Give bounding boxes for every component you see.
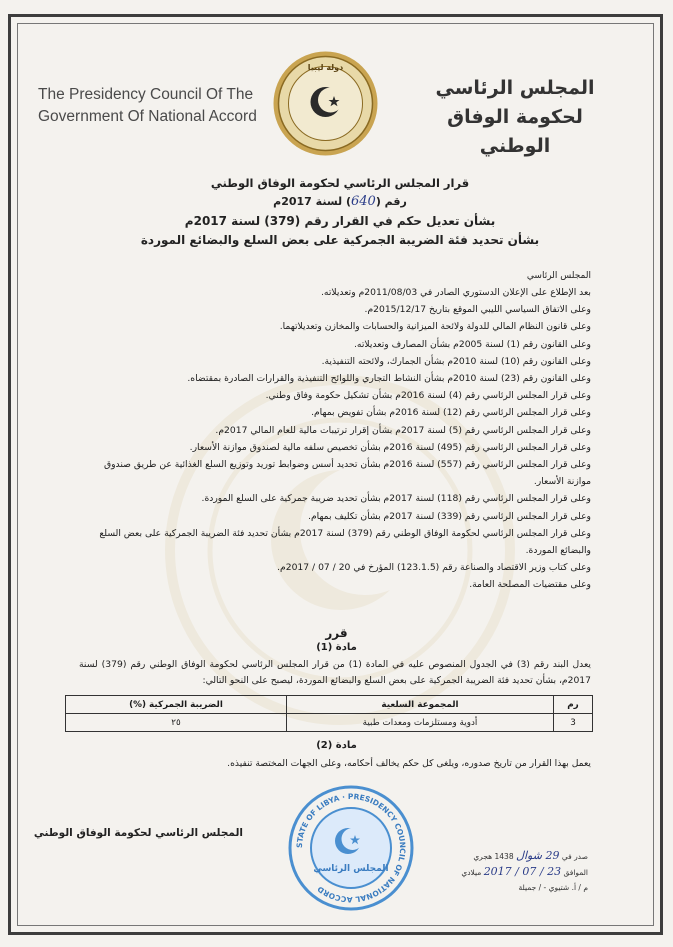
reference-date-value: 23 / 07 / 2017: [483, 865, 562, 878]
preamble-clause: بعد الإطلاع على الإعلان الدستوري الصادر في 2011/08/03م وتعديلاته.: [320, 287, 591, 298]
preamble-clause: وعلى قرار المجلس الرئاسي رقم (4) لسنة 2016م بشأن تشكيل حكومة وفاق وطني.: [265, 390, 591, 402]
preamble-clause: وعلى قرار المجلس الرئاسي رقم (339) لسنة 2017م بشأن تكليف بمهام.: [308, 510, 591, 522]
tariff-header-group: المجموعة السلعية: [287, 696, 554, 714]
article1-title: مادة (1): [316, 642, 357, 653]
stamp-inner-text: المجلس الرئاسي: [313, 864, 389, 874]
letterhead-arabic: [415, 74, 615, 161]
stamp-outer-text: STATE OF LIBYA · PRESIDENCY COUNCIL OF NATIONAL ACCORD: [294, 791, 408, 905]
preamble-clause: وعلى قرار المجلس الرئاسي رقم (12) لسنة 2016م بشأن تفويض بمهام.: [311, 407, 591, 419]
official-stamp-icon: [288, 785, 414, 911]
letterhead-english-line2: Government Of National Accord: [38, 108, 257, 125]
preamble-clause: وعلى كتاب وزير الاقتصاد والصناعة رقم (123.1.5) المؤرخ في 20 / 07 / 2017م.: [277, 562, 591, 574]
reference-block: [418, 848, 588, 895]
preamble-clause: وعلى القانون رقم (1) لسنة 2005م بشأن المصارف وتعديلاته.: [354, 338, 591, 350]
table-row: [66, 714, 593, 732]
preamble-clause: وعلى القانون رقم (23) لسنة 2010م بشأن النشاط التجاري واللوائح التنفيذية والقرارات الصادرة بمقتضاه.: [187, 373, 591, 385]
decree-subject-line1: بشأن تعديل حكم في القرار رقم (379) لسنة 2017م: [184, 214, 496, 228]
letterhead-english-line1: The Presidency Council Of The: [38, 86, 254, 103]
tariff-cell-rate: ٢٥: [66, 714, 287, 732]
reference-date-label: الموافق: [563, 868, 588, 877]
decree-issuer: قرار المجلس الرئاسي لحكومة الوفاق الوطني: [210, 176, 470, 190]
state-seal-icon: [272, 50, 379, 157]
preamble-clause: وعلى قانون النظام المالي للدولة ولائحة الميزانية والحسابات والمخازن وتعديلاتهما.: [279, 321, 591, 333]
preamble-clause: وعلى القانون رقم (10) لسنة 2010م بشأن الجمارك، ولائحته التنفيذية.: [321, 355, 591, 367]
tariff-cell-number: 3: [554, 714, 593, 732]
reference-issued-line: [418, 848, 588, 864]
reference-date-line: [418, 864, 588, 880]
preamble-clause: وعلى الاتفاق السياسي الليبي الموقع بتاريخ 2015/12/17م.: [364, 304, 591, 316]
reference-issued-suffix: 1438 هجري: [473, 852, 514, 861]
preamble-clause: وعلى قرار المجلس الرئاسي لحكومة الوفاق الوطني رقم (379) لسنة 2017م بشأن تحديد فئة الضريبة الجمركية على بعض السلع والبضائع الموردة.: [99, 527, 591, 557]
reference-issued-value: 29 شوال: [516, 849, 560, 862]
letterhead-arabic-line1: المجلس الرئاسي: [435, 77, 595, 99]
preamble-clauses: [79, 284, 591, 594]
tariff-cell-group: أدوية ومستلزمات ومعدات طبية: [287, 714, 554, 732]
preamble-clause: وعلى قرار المجلس الرئاسي رقم (5) لسنة 2017م بشأن إقرار ترتيبات مالية للعام المالي 2017م.: [215, 424, 591, 436]
decree-number-suffix: ) لسنة 2017م: [273, 195, 351, 208]
decree-number-prefix: رقم (: [375, 195, 407, 208]
reference-date-suffix: ميلادي: [461, 868, 482, 877]
seal-label: دولة ليبيا: [307, 63, 344, 72]
article2-title: مادة (2): [316, 740, 357, 751]
tariff-header-number: رم: [554, 696, 593, 714]
reference-initials: م / أ. شتيوي - / جميلة: [518, 883, 588, 892]
signature-block: المجلس الرئاسي لحكومة الوفاق الوطني: [33, 827, 243, 839]
letterhead-english: [38, 84, 273, 128]
tariff-table: [65, 695, 593, 732]
preamble-clause: وعلى قرار المجلس الرئاسي رقم (557) لسنة 2016م بشأن تحديد أسس وضوابط توريد وتوزيع السلع الغذائية عن طريق صندوق موازنة الأسعار.: [103, 459, 591, 488]
preamble-title: المجلس الرئاسي: [526, 271, 591, 281]
decision-heading: قرر: [325, 626, 348, 640]
tariff-table-header-row: [66, 696, 593, 714]
article1-text: يعدل البند رقم (3) في الجدول المنصوص عليه في المادة (1) من قرار المجلس الرئاسي لحكومة الوفاق الوطني رقم (379) لسنة 2017م، بشأن تحديد فئة الضريبة الجمركية على بعض السلع والبضائع الموردة، ليصبح على النحو التالي:: [79, 659, 591, 686]
preamble-clause: وعلى قرار المجلس الرئاسي رقم (495) لسنة 2016م بشأن تخصيص سلفه مالية لصندوق موازنة الأسعار.: [189, 441, 591, 453]
decree-number-handwritten: 640: [351, 194, 376, 209]
decree-number: [60, 194, 620, 209]
reference-issued-label: صدر في: [561, 852, 588, 861]
preamble-clause: وعلى قرار المجلس الرئاسي رقم (118) لسنة 2017م بشأن تحديد ضريبة جمركية على السلع الموردة.: [201, 493, 591, 505]
preamble-clause: وعلى مقتضيات المصلحة العامة.: [469, 579, 591, 591]
decree-subject-line2: بشأن تحديد فئة الضريبة الجمركية على بعض السلع والبضائع الموردة: [140, 233, 540, 247]
article2-text: يعمل بهذا القرار من تاريخ صدوره، ويلغى كل حكم يخالف أحكامه، وعلى الجهات المختصة تنفيذه.: [227, 758, 591, 769]
tariff-header-rate: الضريبة الجمركية (%): [66, 696, 287, 714]
letterhead-arabic-line2: لحكومة الوفاق الوطني: [447, 106, 583, 157]
